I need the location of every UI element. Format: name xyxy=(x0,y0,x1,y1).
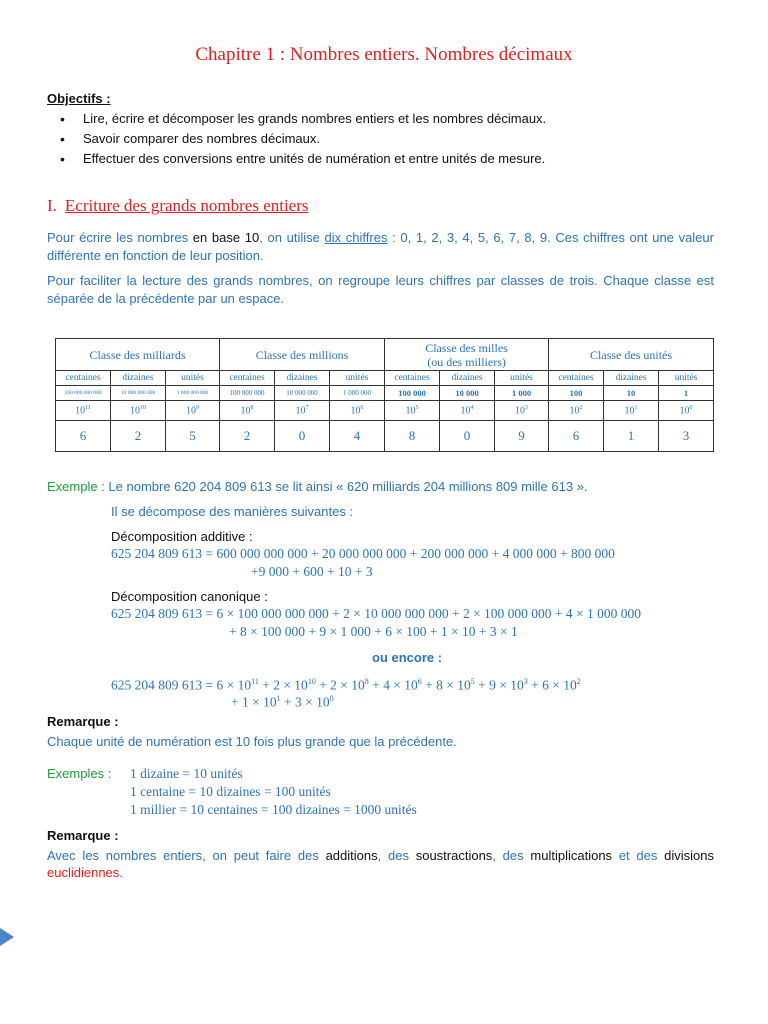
power-base: 10 xyxy=(679,405,690,417)
position-value: 100 xyxy=(549,386,604,401)
text-run-emphasis: soustractions xyxy=(415,848,493,863)
position-name: dizaines xyxy=(111,371,166,386)
unit-example: 1 centaine = 10 dizaines = 100 unités xyxy=(130,784,331,799)
objectives-list xyxy=(47,109,546,169)
example-text: Le nombre 620 204 809 613 se lit ainsi « 620 milliards 204 millions 809 mille 613 ». xyxy=(104,479,588,494)
math-exponent: 6 xyxy=(417,677,422,686)
power-of-ten xyxy=(220,401,275,421)
power-of-ten xyxy=(56,401,111,421)
text-run: . xyxy=(119,865,123,880)
position-value: 10 000 000 xyxy=(275,386,330,401)
power-of-ten xyxy=(275,401,330,421)
power-base: 10 xyxy=(130,405,140,417)
position-name: centaines xyxy=(385,371,440,386)
unit-example: 1 dizaine = 10 unités xyxy=(130,766,243,781)
class-header-thousands-line2: (ou des milliers) xyxy=(427,354,506,369)
power-of-ten xyxy=(604,401,659,421)
section-number: I. xyxy=(47,196,57,215)
canonical-line-2: + 8 × 100 000 + 9 × 1 000 + 6 × 100 + 1 × 10 + 3 × 1 xyxy=(229,624,518,639)
power-exponent: 9 xyxy=(196,404,199,411)
power-of-ten xyxy=(495,401,549,421)
math-run: + 9 × 10 xyxy=(474,677,524,693)
digit-cell: 8 xyxy=(385,421,440,452)
position-value: 100 000 xyxy=(385,386,440,401)
example-reading xyxy=(47,478,588,495)
canonical-label: Décomposition canonique : xyxy=(111,589,268,604)
position-value: 10 000 xyxy=(440,386,495,401)
position-name: dizaines xyxy=(440,371,495,386)
digit-cell: 9 xyxy=(495,421,549,452)
math-run: + 1 × 10 xyxy=(231,694,277,710)
power-of-ten xyxy=(111,401,166,421)
class-header-billions: Classe des milliards xyxy=(56,339,220,371)
example-label: Exemple : xyxy=(47,479,105,494)
digit-cell: 1 xyxy=(604,421,659,452)
power-base: 10 xyxy=(624,405,635,417)
section-title: Ecriture des grands nombres entiers xyxy=(64,196,309,215)
class-header-millions: Classe des millions xyxy=(220,339,385,371)
objectives-section xyxy=(47,91,546,169)
text-run: Pour écrire les nombres xyxy=(47,230,193,245)
math-exponent: 10 xyxy=(307,677,316,686)
position-name: centaines xyxy=(56,371,111,386)
math-exponent: 0 xyxy=(329,694,334,703)
position-value: 100 000 000 xyxy=(220,386,275,401)
class-header-thousands xyxy=(385,339,549,371)
canonical-line-1: 625 204 809 613 = 6 × 100 000 000 000 + 2 × 10 000 000 000 + 2 × 100 000 000 + 4 × 1 000 000 xyxy=(111,606,642,621)
text-run: Avec les nombres entiers, on peut faire des xyxy=(47,848,326,863)
remark-2-text xyxy=(47,847,714,881)
digit-cell: 2 xyxy=(220,421,275,452)
text-run: , des xyxy=(377,848,416,863)
text-run-emphasis: additions xyxy=(325,848,378,863)
position-name: unités xyxy=(659,371,714,386)
power-of-ten xyxy=(549,401,604,421)
power-base: 10 xyxy=(295,405,306,417)
position-name: dizaines xyxy=(275,371,330,386)
page-title: Chapitre 1 : Nombres entiers. Nombres décimaux xyxy=(195,44,573,65)
unit-example: 1 millier = 10 centaines = 100 dizaines = 1000 unités xyxy=(130,802,417,817)
text-run: et des xyxy=(612,848,665,863)
math-exponent: 5 xyxy=(470,677,475,686)
math-run: + 4 × 10 xyxy=(368,677,418,693)
digit-cell: 6 xyxy=(549,421,604,452)
additive-line-1: 625 204 809 613 = 600 000 000 000 + 20 000 000 000 + 200 000 000 + 4 000 000 + 800 000 xyxy=(111,546,615,561)
position-value: 10 xyxy=(604,386,659,401)
position-value: 1 000 000 000 xyxy=(166,386,220,401)
digit-cell: 4 xyxy=(330,421,385,452)
position-value: 10 000 000 000 xyxy=(111,386,166,401)
position-name: unités xyxy=(330,371,385,386)
text-run-emphasis: divisions xyxy=(664,848,714,863)
digit-cell: 3 xyxy=(659,421,714,452)
math-run: 625 204 809 613 = xyxy=(111,677,217,693)
power-exponent: 1 xyxy=(634,404,638,411)
power-exponent: 3 xyxy=(525,404,529,411)
or-label: ou encore : xyxy=(372,650,443,665)
additive-label: Décomposition additive : xyxy=(111,529,253,544)
text-run: , des xyxy=(492,848,531,863)
paragraph-classes: Pour faciliter la lecture des grands nombres, on regroupe leurs chiffres par classes de trois. Chaque classe est séparée de la précédente par un espace. xyxy=(47,273,714,306)
power-exponent: 6 xyxy=(360,404,364,411)
objectives-heading: Objectifs : xyxy=(47,91,111,106)
power-base: 10 xyxy=(186,405,196,417)
math-exponent: 11 xyxy=(251,677,259,686)
position-value: 1 000 xyxy=(495,386,549,401)
power-of-ten xyxy=(166,401,220,421)
text-run-highlight: euclidiennes xyxy=(47,865,120,880)
power-of-ten xyxy=(330,401,385,421)
paragraph-base-ten xyxy=(47,229,714,265)
power-of-ten xyxy=(659,401,714,421)
digit-cell: 0 xyxy=(275,421,330,452)
remark-1-label: Remarque : xyxy=(47,714,119,729)
power-base: 10 xyxy=(515,405,526,417)
digit-cell: 2 xyxy=(111,421,166,452)
power-base: 10 xyxy=(569,405,580,417)
power-exponent: 11 xyxy=(85,404,91,411)
power-base: 10 xyxy=(75,405,86,417)
power-of-ten xyxy=(440,401,495,421)
number-classes-table xyxy=(55,338,714,452)
text-run: , on utilise xyxy=(259,230,325,245)
math-exponent: 2 xyxy=(576,677,581,686)
power-base: 10 xyxy=(460,405,471,417)
math-run: 6 × 10 xyxy=(216,677,252,693)
math-exponent: 3 xyxy=(523,677,528,686)
objective-item: • Effectuer des conversions entre unités de numération et entre unités de mesure. xyxy=(47,149,546,169)
power-exponent: 8 xyxy=(250,404,254,411)
math-run: + 3 × 10 xyxy=(280,694,330,710)
digit-cell: 6 xyxy=(56,421,111,452)
position-name: centaines xyxy=(549,371,604,386)
math-run: + 2 × 10 xyxy=(315,677,365,693)
powers-line-1 xyxy=(111,673,581,694)
math-run: + 8 × 10 xyxy=(421,677,471,693)
power-base: 10 xyxy=(405,405,416,417)
text-run-emphasis: multiplications xyxy=(530,848,613,863)
additive-line-2: +9 000 + 600 + 10 + 3 xyxy=(251,564,373,579)
examples-label: Exemples : xyxy=(47,766,112,781)
digit-cell: 5 xyxy=(166,421,220,452)
math-exponent: 8 xyxy=(364,677,369,686)
power-of-ten xyxy=(385,401,440,421)
objective-item: • Savoir comparer des nombres décimaux. xyxy=(47,129,546,149)
remark-1-text: Chaque unité de numération est 10 fois plus grande que la précédente. xyxy=(47,734,457,749)
text-run-emphasis: en base 10 xyxy=(192,230,260,245)
text-run: : 0, 1, 2, 3, 4, 5, 6, 7, 8, 9. Ces chiffres ont une valeur différente en fonction de leur position. xyxy=(47,230,714,263)
power-exponent: 4 xyxy=(470,404,474,411)
position-name: unités xyxy=(495,371,549,386)
power-exponent: 2 xyxy=(579,404,583,411)
page-nav-arrow-icon[interactable] xyxy=(0,928,14,946)
remark-2-label: Remarque : xyxy=(47,828,119,843)
class-header-units: Classe des unités xyxy=(549,339,714,371)
math-run: + 6 × 10 xyxy=(527,677,577,693)
digit-cell: 0 xyxy=(440,421,495,452)
power-exponent: 5 xyxy=(415,404,419,411)
position-value: 1 xyxy=(659,386,714,401)
position-value: 100 000 000 000 xyxy=(56,386,111,401)
position-name: dizaines xyxy=(604,371,659,386)
math-run: + 2 × 10 xyxy=(258,677,308,693)
section-heading xyxy=(47,196,309,216)
power-base: 10 xyxy=(240,405,251,417)
power-exponent: 7 xyxy=(305,404,309,411)
position-name: centaines xyxy=(220,371,275,386)
power-base: 10 xyxy=(350,405,361,417)
class-header-thousands-line1: Classe des milles xyxy=(425,340,508,355)
decomposition-intro: Il se décompose des manières suivantes : xyxy=(111,504,354,519)
power-exponent: 10 xyxy=(140,404,146,411)
powers-line-2 xyxy=(231,690,334,711)
position-value: 1 000 000 xyxy=(330,386,385,401)
math-exponent: 1 xyxy=(276,694,281,703)
position-name: unités xyxy=(166,371,220,386)
objective-item: • Lire, écrire et décomposer les grands nombres entiers et les nombres décimaux. xyxy=(47,109,546,129)
power-exponent: 0 xyxy=(689,404,693,411)
text-run-underlined: dix chiffres xyxy=(324,230,388,245)
